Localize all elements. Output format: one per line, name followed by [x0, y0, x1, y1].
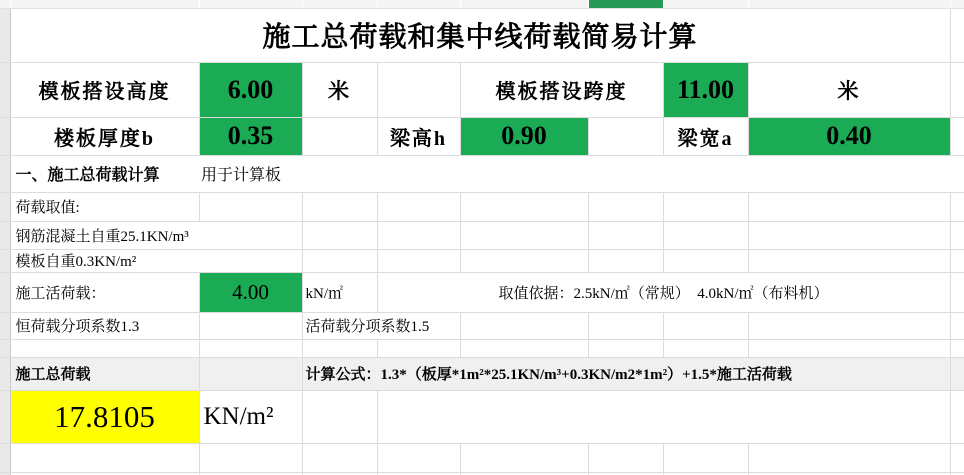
empty-cell [663, 443, 748, 472]
row-header-strip [0, 155, 10, 192]
section1-note: 用于计算板 [199, 155, 950, 192]
empty-cell [302, 443, 377, 472]
formwork-height-unit: 米 [302, 62, 377, 117]
empty-cell [950, 8, 964, 62]
empty-cell [588, 312, 663, 339]
empty-cell [588, 249, 663, 272]
result-value: 17.8105 [10, 390, 199, 443]
empty-cell [748, 443, 950, 472]
empty-cell [748, 249, 950, 272]
spacer-row [0, 339, 964, 357]
empty-cell [950, 390, 964, 443]
sheet-title: 施工总荷载和集中线荷载简易计算 [10, 8, 950, 62]
empty-cell [663, 339, 748, 357]
live-load-row [0, 272, 964, 312]
empty-cell [748, 192, 950, 221]
empty-cell [950, 272, 964, 312]
empty-cell [588, 339, 663, 357]
load-values-header: 荷载取值: [10, 192, 199, 221]
dead-load-factor-text: 恒荷载分项系数1.3 [10, 312, 199, 339]
row-header-strip [0, 357, 10, 390]
empty-cell [588, 221, 663, 249]
live-load-unit: kN/㎡ [302, 272, 377, 312]
load-row [0, 249, 964, 272]
row-header-strip [0, 272, 10, 312]
top-row-cell [748, 0, 950, 8]
empty-cell [377, 390, 950, 443]
empty-cell [10, 443, 199, 472]
top-row-green-cell [588, 0, 663, 8]
row-header-strip [0, 8, 10, 62]
empty-cell [199, 339, 302, 357]
empty-cell [950, 192, 964, 221]
empty-cell [302, 117, 377, 155]
empty-cell [748, 312, 950, 339]
formwork-height-value[interactable]: 6.00 [199, 62, 302, 117]
empty-cell [377, 249, 460, 272]
beam-width-label: 梁宽a [663, 117, 748, 155]
load-row [0, 192, 964, 221]
formwork-height-label: 模板搭设高度 [10, 62, 199, 117]
slab-thickness-label: 楼板厚度b [10, 117, 199, 155]
empty-cell [10, 339, 199, 357]
empty-cell [302, 249, 377, 272]
empty-cell [950, 443, 964, 472]
result-formula: 计算公式：1.3*（板厚*1m²*25.1KN/m³+0.3KN/m2*1m²）+1.5*施工活荷载 [302, 357, 950, 390]
empty-cell [377, 192, 460, 221]
row-header-strip [0, 390, 10, 443]
row-header-strip [0, 339, 10, 357]
row-header-strip [0, 117, 10, 155]
empty-cell [950, 249, 964, 272]
top-row-cell [663, 0, 748, 8]
row-header-strip [0, 312, 10, 339]
top-row-cell [199, 0, 302, 8]
empty-cell [663, 249, 748, 272]
top-row-cell [10, 0, 199, 8]
beam-height-value[interactable]: 0.90 [460, 117, 588, 155]
empty-cell [588, 192, 663, 221]
empty-cell [377, 62, 460, 117]
empty-cell [748, 221, 950, 249]
result-value-row [0, 390, 964, 443]
empty-cell [199, 357, 302, 390]
empty-cell [460, 312, 588, 339]
beam-width-value[interactable]: 0.40 [748, 117, 950, 155]
concrete-self-weight-text: 钢筋混凝土自重25.1KN/m³ [10, 221, 302, 249]
live-load-factor-text: 活荷载分项系数1.5 [302, 312, 460, 339]
empty-cell [377, 339, 460, 357]
section1-heading: 一、施工总荷载计算 [10, 155, 199, 192]
formwork-span-unit: 米 [748, 62, 950, 117]
live-load-value[interactable]: 4.00 [199, 272, 302, 312]
empty-cell [199, 312, 302, 339]
empty-cell [302, 339, 377, 357]
empty-row [0, 443, 964, 472]
empty-cell [302, 192, 377, 221]
empty-cell [199, 192, 302, 221]
row-header-strip [0, 221, 10, 249]
empty-cell [588, 443, 663, 472]
result-unit: KN/m² [199, 390, 302, 443]
top-row-cell [460, 0, 588, 8]
load-row [0, 221, 964, 249]
empty-cell [377, 221, 460, 249]
formwork-span-value[interactable]: 11.00 [663, 62, 748, 117]
empty-cell [460, 249, 588, 272]
empty-cell [460, 192, 588, 221]
row-header-strip [0, 249, 10, 272]
param-row [0, 117, 964, 155]
row-header-strip [0, 192, 10, 221]
live-load-label: 施工活荷载： [10, 272, 199, 312]
factor-row [0, 312, 964, 339]
empty-cell [460, 339, 588, 357]
live-load-basis: 取值依据：2.5kN/㎡（常规） 4.0kN/㎡（布料机） [377, 272, 950, 312]
param-row [0, 62, 964, 117]
top-clipped-row [0, 0, 964, 8]
empty-cell [377, 443, 460, 472]
title-row [0, 8, 964, 62]
top-row-cell [950, 0, 964, 8]
empty-cell [460, 443, 588, 472]
top-row-cell [302, 0, 377, 8]
empty-cell [748, 339, 950, 357]
row-header-strip [0, 62, 10, 117]
empty-cell [950, 357, 964, 390]
result-header-row [0, 357, 964, 390]
empty-cell [950, 155, 964, 192]
empty-cell [663, 312, 748, 339]
result-label: 施工总荷载 [10, 357, 199, 390]
empty-cell [588, 117, 663, 155]
empty-cell [950, 339, 964, 357]
empty-cell [460, 221, 588, 249]
section-heading-row [0, 155, 964, 192]
empty-cell [302, 221, 377, 249]
empty-cell [663, 192, 748, 221]
empty-cell [302, 390, 377, 443]
empty-cell [950, 117, 964, 155]
slab-thickness-value[interactable]: 0.35 [199, 117, 302, 155]
formwork-self-weight-text: 模板自重0.3KN/m² [10, 249, 302, 272]
row-header-strip [0, 443, 10, 472]
formwork-span-label: 模板搭设跨度 [460, 62, 663, 117]
empty-cell [663, 221, 748, 249]
empty-cell [950, 221, 964, 249]
empty-cell [950, 62, 964, 117]
top-row-cell [377, 0, 460, 8]
empty-cell [950, 312, 964, 339]
top-row-cell [0, 0, 10, 8]
empty-cell [199, 443, 302, 472]
beam-height-label: 梁高h [377, 117, 460, 155]
